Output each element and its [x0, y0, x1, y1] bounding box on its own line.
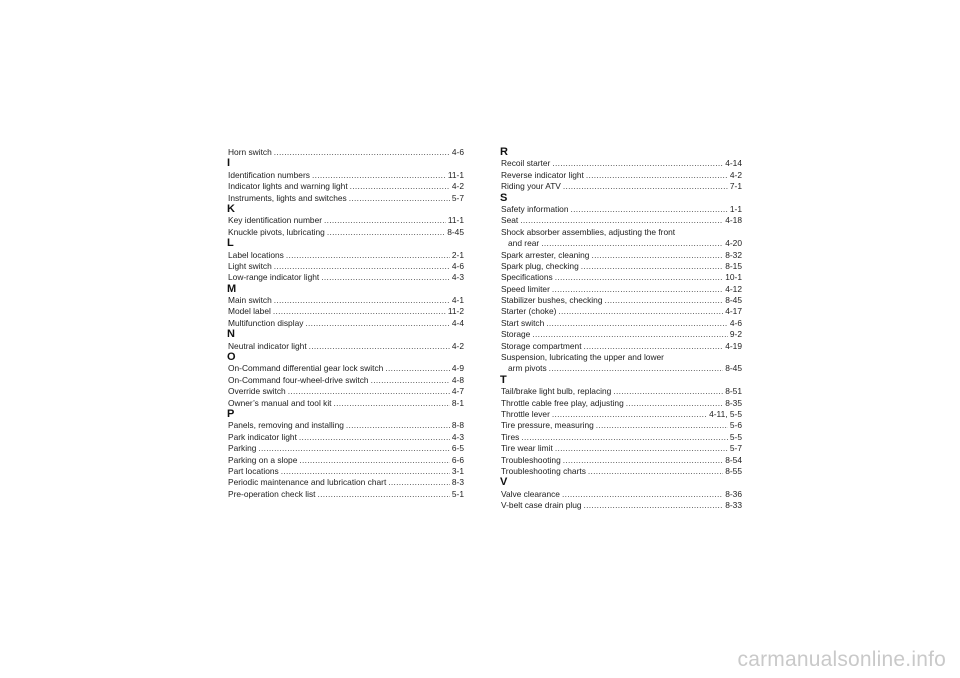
- index-entry-page: 6-6: [451, 454, 464, 465]
- index-letter-heading: L: [227, 237, 234, 250]
- dot-leader: [546, 318, 728, 329]
- index-entry-page: 7-1: [729, 181, 742, 192]
- dot-leader: [346, 420, 450, 431]
- index-entry-page: 1-1: [729, 203, 742, 214]
- index-entry: [228, 432, 464, 443]
- dot-leader: [321, 272, 450, 283]
- dot-leader: [273, 306, 446, 317]
- watermark: carmanualsonline.info: [737, 648, 946, 671]
- index-entry-text: Key identification number: [228, 215, 323, 226]
- index-entry-page: 9-2: [729, 329, 742, 340]
- index-entry: [228, 466, 464, 477]
- dot-leader: [558, 306, 723, 317]
- index-entry: [228, 295, 464, 306]
- index-entry-page: 8-15: [725, 260, 742, 271]
- index-entry-page: 4-14: [725, 158, 742, 169]
- dot-leader: [563, 455, 723, 466]
- index-entry: [501, 386, 742, 397]
- dot-leader: [281, 466, 450, 477]
- index-entry-text: Valve clearance: [501, 488, 560, 499]
- index-entry: [228, 477, 464, 488]
- index-entry: [228, 443, 464, 454]
- index-entry-text: Panels, removing and installing: [228, 420, 344, 431]
- index-entry: [501, 420, 742, 431]
- index-entry-text: Start switch: [501, 317, 545, 328]
- index-entry-text: Recoil starter: [501, 158, 551, 169]
- index-entry-text: Model label: [228, 306, 271, 317]
- dot-leader: [274, 295, 450, 306]
- index-entry: [501, 181, 742, 192]
- index-entry: [501, 398, 742, 409]
- index-entry-page: 4-6: [451, 260, 464, 271]
- index-letter-heading: R: [500, 146, 508, 158]
- index-entry-text: Safety information: [501, 203, 569, 214]
- index-entry-text: Spark arrester, cleaning: [501, 249, 590, 260]
- dot-leader: [385, 363, 450, 374]
- index-entry-text: Multifunction display: [228, 317, 304, 328]
- index-entry-page: 4-12: [725, 283, 742, 294]
- index-entry: [501, 284, 742, 295]
- index-entry: [228, 193, 464, 204]
- index-entry-text: Park indicator light: [228, 431, 297, 442]
- index-entry-text: Riding your ATV: [501, 181, 561, 192]
- dot-leader: [555, 443, 728, 454]
- dot-leader: [613, 386, 723, 397]
- index-entry-text: Shock absorber assemblies, adjusting the front: [501, 226, 676, 237]
- index-entry-page: 4-6: [729, 317, 742, 328]
- index-entry: [228, 318, 464, 329]
- index-entry-text: Storage compartment: [501, 340, 582, 351]
- index-letter-heading: S: [500, 191, 508, 204]
- index-letter-heading: M: [227, 282, 237, 295]
- index-entry: [228, 181, 464, 192]
- dot-leader: [552, 284, 723, 295]
- index-entry-text: Suspension, lubricating the upper and lower: [501, 352, 664, 363]
- index-entry-text: Troubleshooting charts: [501, 465, 586, 476]
- index-entry-page: 4-9: [451, 363, 464, 374]
- index-entry: [228, 306, 464, 317]
- index-letter-heading: N: [227, 328, 235, 341]
- index-entry-text: Instruments, lights and switches: [228, 192, 347, 203]
- index-entry-page: 8-45: [725, 295, 742, 306]
- index-entry: [501, 170, 742, 181]
- index-entry-text: Throttle cable free play, adjusting: [501, 397, 624, 408]
- index-entry-page: 8-36: [725, 488, 742, 499]
- dot-leader: [520, 215, 723, 226]
- index-entry: [228, 261, 464, 272]
- index-entry: [228, 272, 464, 283]
- dot-leader: [521, 432, 728, 443]
- dot-leader: [349, 193, 450, 204]
- dot-leader: [591, 250, 723, 261]
- index-entry-page: 8-33: [725, 500, 742, 511]
- index-entry-page: 8-35: [725, 397, 742, 408]
- dot-leader: [299, 432, 450, 443]
- index-column-right: [501, 147, 742, 512]
- index-entry-text: Spark plug, checking: [501, 260, 579, 271]
- index-entry-text: Horn switch: [228, 147, 272, 157]
- dot-leader: [288, 386, 450, 397]
- dot-leader: [552, 158, 723, 169]
- index-entry-page: 4-19: [725, 340, 742, 351]
- index-entry-text: Specifications: [501, 272, 553, 283]
- index-entry-text: Speed limiter: [501, 283, 550, 294]
- index-entry-text: Owner’s manual and tool kit: [228, 397, 332, 408]
- index-entry: [228, 250, 464, 261]
- index-entry: [501, 158, 742, 169]
- index-entry-text: Part locations: [228, 465, 279, 476]
- index-entry-page: 11-1: [447, 215, 464, 226]
- dot-leader: [309, 341, 450, 352]
- index-entry-text: On-Command differential gear lock switch: [228, 363, 384, 374]
- index-entry: [501, 432, 742, 443]
- dot-leader: [532, 329, 728, 340]
- index-letter-heading: T: [500, 373, 507, 386]
- dot-leader: [305, 318, 449, 329]
- index-entry-text: Tire wear limit: [501, 443, 553, 454]
- index-entry-page: 4-2: [451, 181, 464, 192]
- index-entry-text: Periodic maintenance and lubrication chart: [228, 477, 387, 488]
- index-entry: [501, 409, 742, 420]
- index-entry-page: 4-8: [451, 374, 464, 385]
- dot-leader: [584, 341, 724, 352]
- dot-leader: [312, 170, 446, 181]
- index-letter-heading: I: [227, 157, 231, 170]
- index-entry: [228, 455, 464, 466]
- index-entry: [501, 329, 742, 340]
- dot-leader: [274, 147, 450, 158]
- dot-leader: [552, 409, 707, 420]
- dot-leader: [388, 477, 450, 488]
- index-entry-page: 4-17: [725, 306, 742, 317]
- index-entry-page: 4-3: [451, 272, 464, 283]
- dot-leader: [327, 227, 445, 238]
- index-entry: [228, 147, 464, 158]
- index-letter-heading: O: [227, 351, 236, 364]
- index-entry: [228, 170, 464, 181]
- index-entry-page: 4-18: [725, 215, 742, 226]
- index-letter-heading: V: [500, 476, 508, 489]
- dot-leader: [571, 204, 728, 215]
- index-entry-text: Indicator lights and warning light: [228, 181, 348, 192]
- index-entry-page: 4-6: [451, 147, 464, 157]
- index-entry: [228, 227, 464, 238]
- index-entry: [501, 272, 742, 283]
- index-entry-text: Parking on a slope: [228, 454, 298, 465]
- index-entry-page: 4-1: [451, 295, 464, 306]
- index-column-left: [228, 147, 464, 500]
- index-entry-page: 5-1: [451, 488, 464, 499]
- index-entry: [228, 341, 464, 352]
- index-entry-page: 4-2: [451, 340, 464, 351]
- index-entry-text: Throttle lever: [501, 408, 550, 419]
- dot-leader: [541, 238, 723, 249]
- index-entry: [501, 306, 742, 317]
- index-entry-text: Troubleshooting: [501, 454, 561, 465]
- index-entry-page: 8-45: [725, 363, 742, 374]
- index-entry-page: 8-8: [451, 420, 464, 431]
- index-entry-page: 8-55: [725, 465, 742, 476]
- index-entry-page: 4-3: [451, 431, 464, 442]
- index-entry: [501, 363, 742, 374]
- dot-leader: [371, 375, 450, 386]
- index-entry: [501, 238, 742, 249]
- index-entry-text: Reverse indicator light: [501, 169, 584, 180]
- index-entry-page: 8-1: [451, 397, 464, 408]
- index-entry-text: Main switch: [228, 295, 272, 306]
- index-entry-page: 4-4: [451, 317, 464, 328]
- index-entry: [501, 295, 742, 306]
- index-entry-page: 10-1: [725, 272, 742, 283]
- dot-leader: [562, 489, 723, 500]
- index-letter-heading: K: [227, 202, 235, 215]
- index-entry-text: Identification numbers: [228, 169, 310, 180]
- index-entry-text: Low-range indicator light: [228, 272, 320, 283]
- index-entry-page: 4-11, 5-5: [709, 408, 742, 419]
- dot-leader: [318, 489, 450, 500]
- index-entry: [501, 500, 742, 511]
- index-entry-text: Tail/brake light bulb, replacing: [501, 386, 612, 397]
- index-entry-page: 3-1: [451, 465, 464, 476]
- index-entry-text: Stabilizer bushes, checking: [501, 295, 603, 306]
- index-entry: [501, 455, 742, 466]
- index-entry-page: 6-5: [451, 443, 464, 454]
- index-entry: [228, 420, 464, 431]
- index-entry: [228, 386, 464, 397]
- index-entry-page: 8-51: [725, 386, 742, 397]
- dot-leader: [586, 170, 728, 181]
- index-entry-page: 4-20: [725, 238, 742, 249]
- index-entry-text: Seat: [501, 215, 519, 226]
- index-entry: [501, 204, 742, 215]
- index-entry-page: 4-7: [451, 386, 464, 397]
- index-entry-page: 4-2: [729, 169, 742, 180]
- index-entry-text: arm pivots: [508, 363, 547, 374]
- index-entry: [501, 443, 742, 454]
- dot-leader: [584, 500, 724, 511]
- index-entry-page: 5-7: [729, 443, 742, 454]
- index-entry-text: Parking: [228, 443, 257, 454]
- index-entry-page: 5-5: [729, 431, 742, 442]
- dot-leader: [626, 398, 723, 409]
- index-entry-text: Override switch: [228, 386, 286, 397]
- index-entry-text: Pre-operation check list: [228, 488, 316, 499]
- index-entry: [228, 215, 464, 226]
- index-entry: [228, 363, 464, 374]
- index-entry-page: 5-7: [451, 192, 464, 203]
- index-entry-page: 11-1: [447, 169, 464, 180]
- index-entry: [501, 250, 742, 261]
- index-entry: [228, 489, 464, 500]
- dot-leader: [605, 295, 724, 306]
- dot-leader: [581, 261, 723, 272]
- dot-leader: [350, 181, 450, 192]
- index-entry-page: 8-45: [447, 226, 464, 237]
- index-entry-page: 11-2: [447, 306, 464, 317]
- index-entry-page: 8-32: [725, 249, 742, 260]
- index-entry: [501, 466, 742, 477]
- dot-leader: [549, 363, 724, 374]
- dot-leader: [299, 455, 450, 466]
- index-entry: [501, 261, 742, 272]
- index-entry: [501, 215, 742, 226]
- dot-leader: [563, 181, 728, 192]
- index-entry: [501, 489, 742, 500]
- index-entry-text: Label locations: [228, 249, 284, 260]
- dot-leader: [588, 466, 723, 477]
- index-entry-text: V-belt case drain plug: [501, 500, 582, 511]
- index-entry-text: Storage: [501, 329, 531, 340]
- index-entry-page: 8-3: [451, 477, 464, 488]
- dot-leader: [334, 398, 450, 409]
- index-entry-text: Starter (choke): [501, 306, 557, 317]
- index-entry: [228, 398, 464, 409]
- index-entry-page: 2-1: [451, 249, 464, 260]
- index-letter-heading: P: [227, 407, 235, 420]
- dot-leader: [286, 250, 450, 261]
- index-entry-text: Tire pressure, measuring: [501, 420, 594, 431]
- index-entry: [228, 375, 464, 386]
- index-entry-page: 5-6: [729, 420, 742, 431]
- dot-leader: [596, 420, 728, 431]
- index-entry-text: Neutral indicator light: [228, 340, 307, 351]
- dot-leader: [324, 215, 446, 226]
- dot-leader: [555, 272, 724, 283]
- index-entry-text: Knuckle pivots, lubricating: [228, 226, 325, 237]
- index-entry-text: and rear: [508, 238, 540, 249]
- index-entry-text: On-Command four-wheel-drive switch: [228, 374, 369, 385]
- dot-leader: [274, 261, 450, 272]
- index-entry: [501, 341, 742, 352]
- index-entry-text: Tires: [501, 431, 520, 442]
- index-entry-page: 8-54: [725, 454, 742, 465]
- dot-leader: [258, 443, 449, 454]
- index-entry: [501, 318, 742, 329]
- index-entry-text: Light switch: [228, 260, 272, 271]
